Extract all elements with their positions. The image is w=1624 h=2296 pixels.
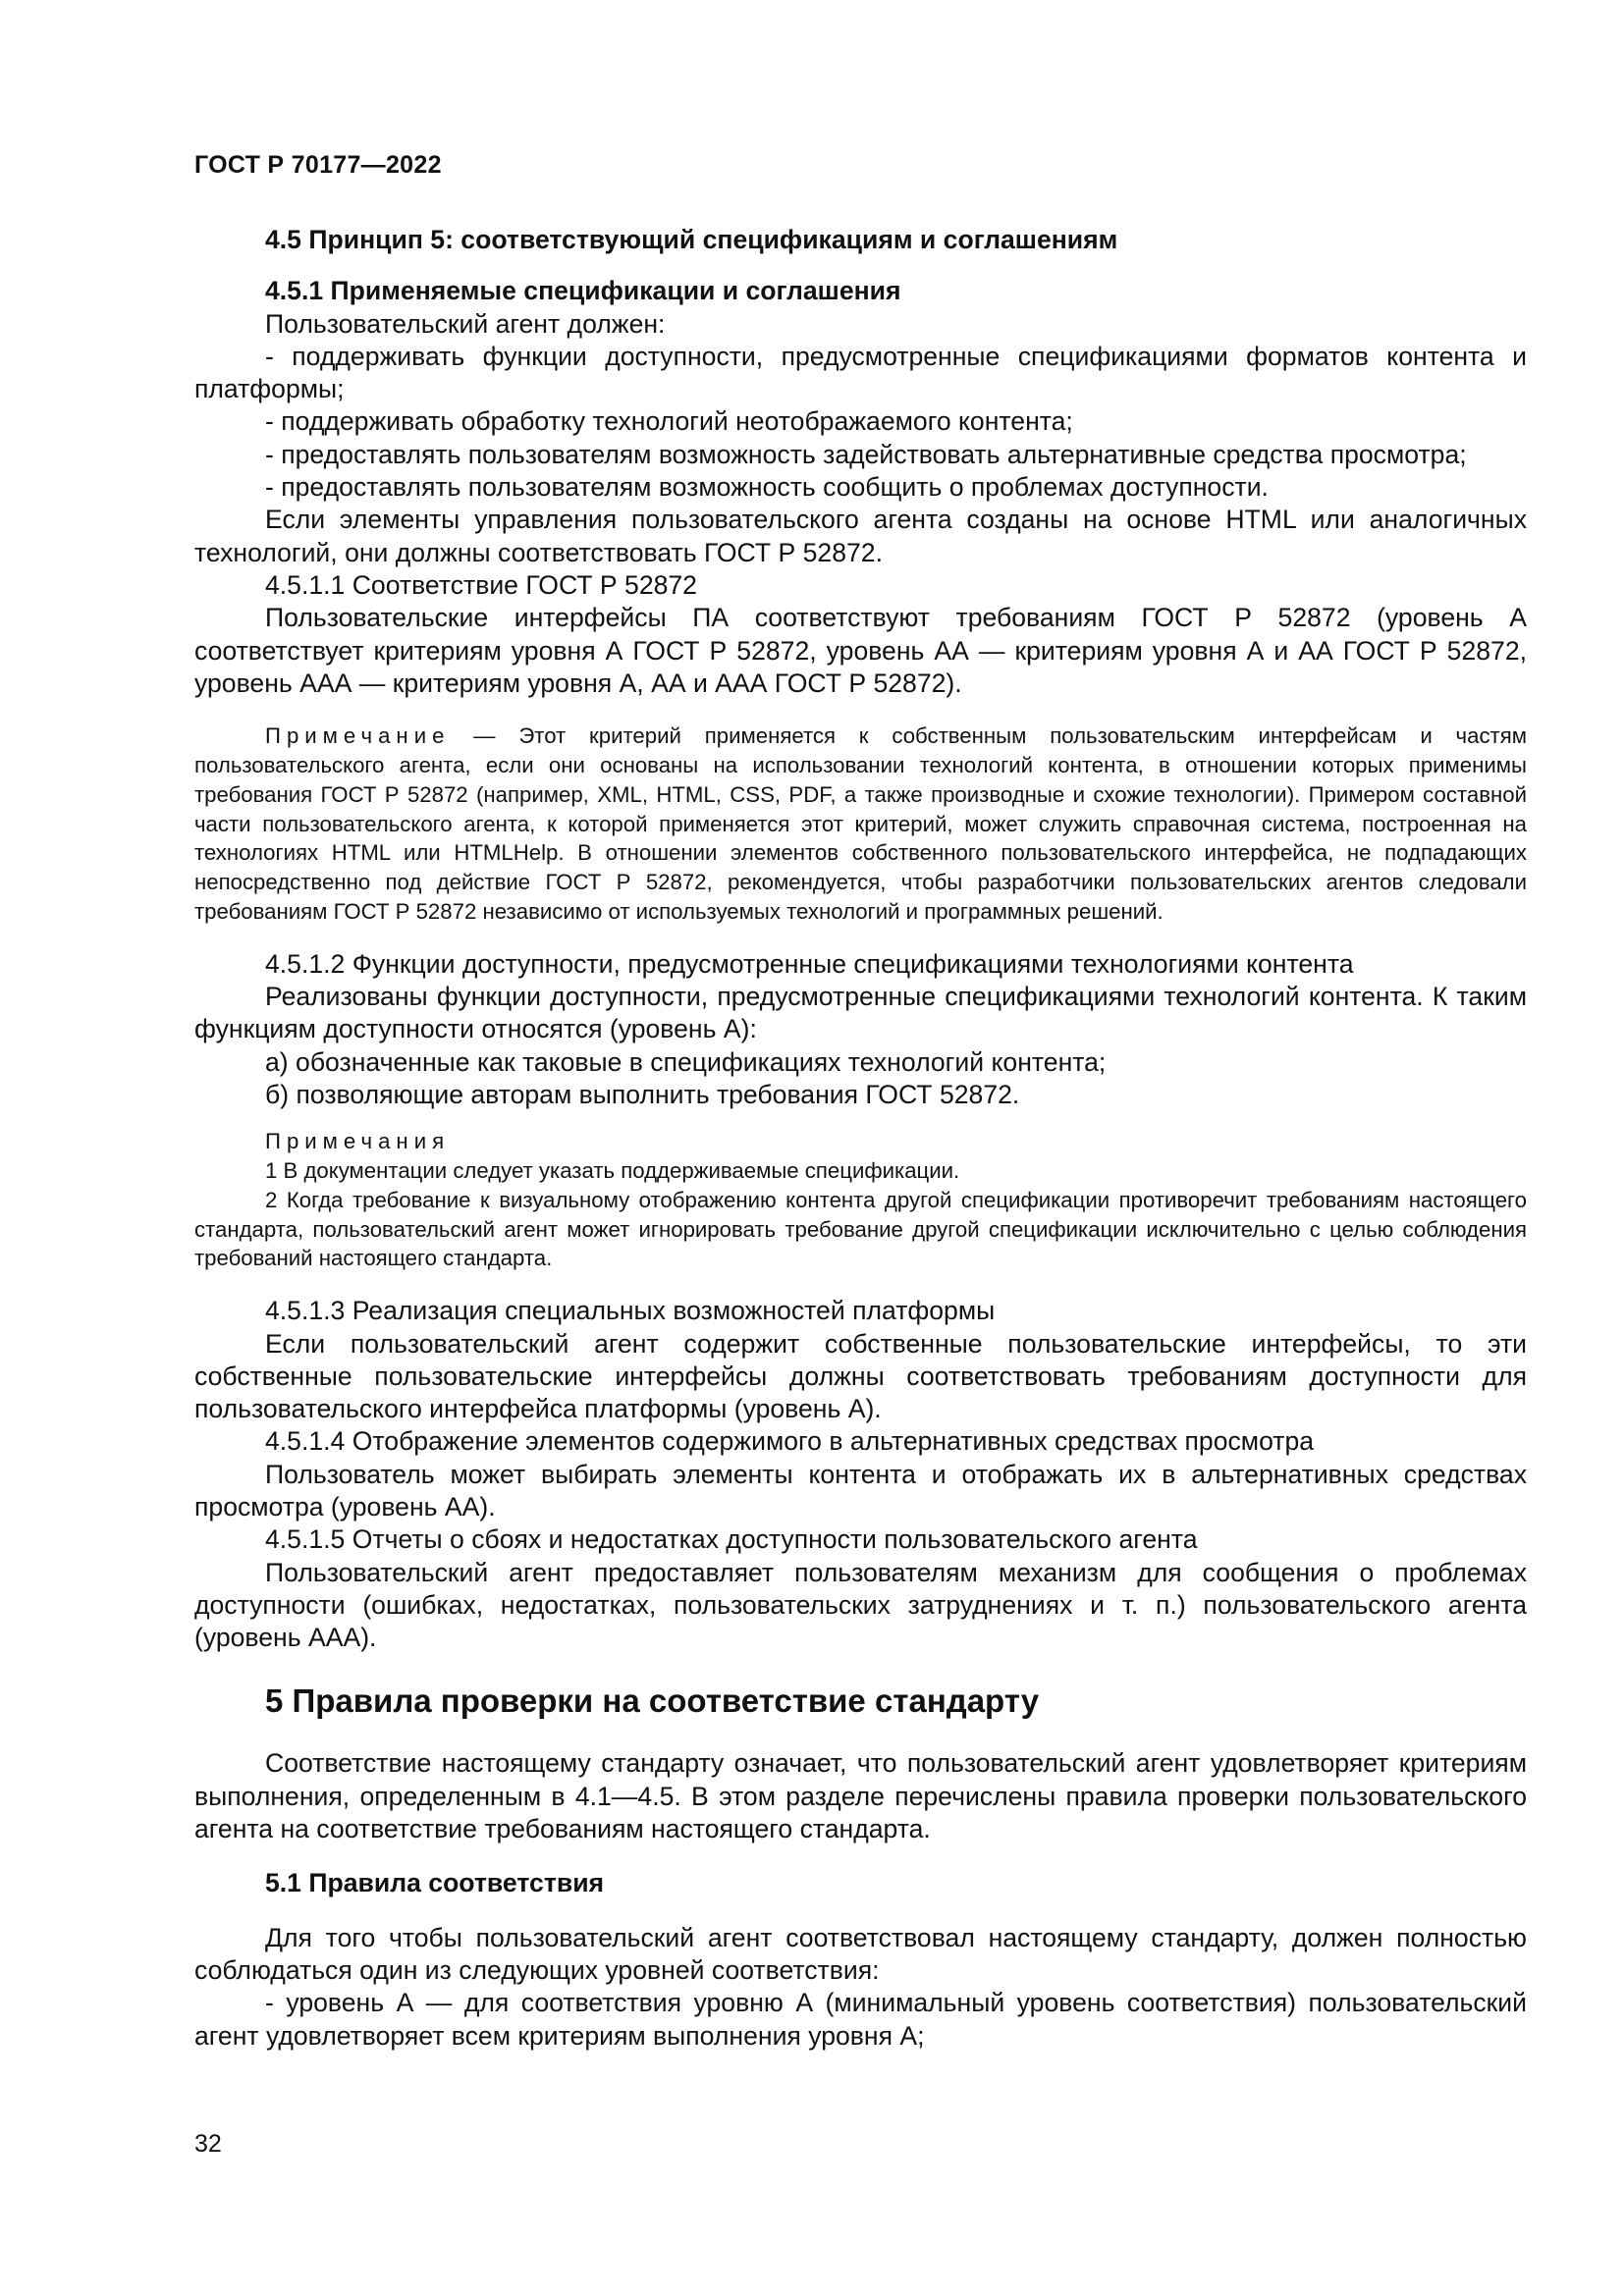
paragraph: Пользовательские интерфейсы ПА соответствуют требованиям ГОСТ Р 52872 (уровень А соответствует критериям уровня А ГОСТ Р 52872, уровень АА — критериям уровня А и АА ГОСТ Р 52872, уровень ААА — критериям уровня А, АА и ААА ГОСТ Р 52872). — [194, 603, 1527, 698]
page-number: 32 — [194, 2130, 222, 2158]
list-item: - уровень А — для соответствия уровню А (минимальный уровень соответствия) пользовательский агент удовлетворяет всем критериям выполнения уровня А; — [194, 1988, 1527, 2051]
section-4-5-heading: 4.5 Принцип 5: соответствующий спецификациям и соглашениям — [265, 225, 1118, 254]
section-4-5-1-3-heading: 4.5.1.3 Реализация специальных возможностей платформы — [265, 1296, 996, 1326]
note-item: 2 Когда требование к визуальному отображению контента другой спецификации противоречит требованиям настоящего стандарта, пользовательский агент может игнорировать требование другой спецификации исключительно с целью соблюдения требований настоящего стандарта. — [194, 1187, 1527, 1271]
paragraph: Пользователь может выбирать элементы контента и отображать их в альтернативных средствах просмотра (уровень АА). — [194, 1459, 1527, 1522]
note — [194, 721, 1527, 927]
list-item: - поддерживать функции доступности, предусмотренные спецификациями форматов контента и платформы; — [194, 341, 1527, 404]
note-item: 1 В документации следует указать поддерживаемые спецификации. — [265, 1158, 960, 1184]
note-label: Примечание — [265, 723, 451, 749]
notes-label: Примечания — [265, 1129, 451, 1154]
paragraph: Реализованы функции доступности, предусмотренные спецификациями технологий контента. К таким функциям доступности относятся (уровень А): — [194, 982, 1527, 1044]
list-item: - предоставлять пользователям возможность задействовать альтернативные средства просмотра; — [265, 439, 1467, 469]
list-item: - предоставлять пользователям возможность сообщить о проблемах доступности. — [265, 472, 1269, 503]
section-4-5-1-5-heading: 4.5.1.5 Отчеты о сбоях и недостатках доступности пользовательского агента — [265, 1524, 1198, 1555]
section-4-5-1-2-heading: 4.5.1.2 Функции доступности, предусмотренные спецификациями технологиями контента — [265, 948, 1354, 979]
section-4-5-1-1-heading: 4.5.1.1 Соответствие ГОСТ Р 52872 — [265, 569, 697, 600]
paragraph: Пользовательский агент предоставляет пользователям механизм для сообщения о проблемах доступности (ошибках, недостатках, пользовательских затруднениях и т. п.) пользовательского агента (уровень ААА). — [194, 1557, 1527, 1653]
section-5-heading: 5 Правила проверки на соответствие стандарту — [265, 1682, 1040, 1720]
section-4-5-1-heading: 4.5.1 Применяемые спецификации и соглашения — [265, 276, 901, 306]
paragraph: Если элементы управления пользовательского агента созданы на основе HTML или аналогичных технологий, они должны соответствовать ГОСТ Р 52872. — [194, 505, 1527, 567]
paragraph: Для того чтобы пользовательский агент соответствовал настоящему стандарту, должен полностью соблюдаться один из следующих уровней соответствия: — [194, 1922, 1527, 1985]
paragraph: Соответствие настоящему стандарту означает, что пользовательский агент удовлетворяет критериям выполнения, определенным в 4.1—4.5. В этом разделе перечислены правила проверки пользовательского агента на соответствие требованиям настоящего стандарта. — [194, 1748, 1527, 1844]
paragraph: Если пользовательский агент содержит собственные пользовательские интерфейсы, то эти собственные пользовательские интерфейсы должны соответствовать требованиям доступности для пользовательского интерфейса платформы (уровень А). — [194, 1328, 1527, 1424]
page-content — [194, 224, 1527, 2053]
list-item: б) позволяющие авторам выполнить требования ГОСТ 52872. — [265, 1079, 1020, 1109]
section-5-1-heading: 5.1 Правила соответствия — [265, 1868, 605, 1898]
section-4-5-1-4-heading: 4.5.1.4 Отображение элементов содержимого в альтернативных средствах просмотра — [265, 1426, 1315, 1457]
list-item: - поддерживать обработку технологий неотображаемого контента; — [265, 406, 1073, 437]
list-item: а) обозначенные как таковые в спецификациях технологий контента; — [265, 1046, 1107, 1077]
note-text: — Этот критерий применяется к собственным пользовательским интерфейсам и частям пользовательского агента, если они основаны на использовании технологий контента, в отношении которых применимы требования ГОСТ Р 52872 (например, XML, HTML, CSS, PDF, а также производные и схожие технологии). Примером составной части пользовательского агента, к которой применяется этот критерий, может служить справочная система, построенная на технологиях HTML или HTMLHelp. В отношении элементов собственного пользовательского интерфейса, не подпадающих непосредственно под действие ГОСТ Р 52872, рекомендуется, чтобы разработчики пользовательских агентов следовали требованиям ГОСТ Р 52872 независимо от используемых технологий и программных решений. — [194, 723, 1527, 924]
document-header: ГОСТ Р 70177—2022 — [194, 151, 442, 179]
paragraph: Пользовательский агент должен: — [265, 308, 666, 339]
